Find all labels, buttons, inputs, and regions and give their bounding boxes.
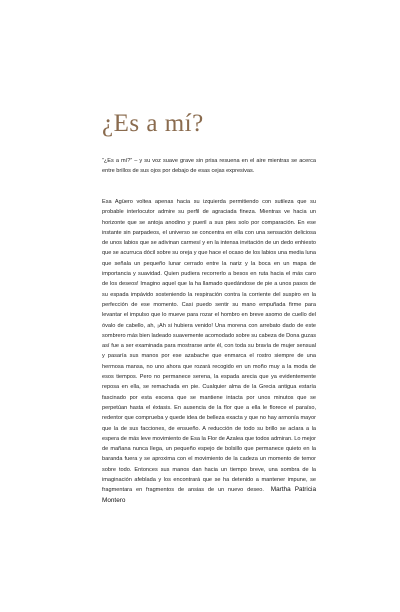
body-paragraph	[102, 197, 316, 506]
body-text: Esa Agüero voltea apenas hacia su izquierda permitiendo con sutileza que su probable interlocutor admire su perfil de agraciada fineza. Mientras ve hacia un horizonte que se antoja anodino y pueril a sus pies solo por comparación. En ese instante sin parpadeos, el universo se concentra en ella con una sensación deliciosa de unos labios que se adivinan carmesí y en la intensa invitación de un dedo enhiesto que se acurruca dócil sobre su oreja y que hace el ocaso de los labios una media luna que señala un pequeño lunar cerrado entre la nariz y la boca en un mapa de importancia y suavidad. Quien pudiera recorrerlo a besos en ruta hacia el más caro de los deseos! Imagino aquel que la ha llamado quedándose de pie a unos pasos de su espada impávido sosteniendo la respiración contra la corriente del suspiro en la perfección de ese momento. Casi puedo sentir su mano empuñada firme para levantar el impulso que lo mueve para rozar el hombro en breve asomo de cuello del óvalo de cabello, ah, ¡Ah si hubiera venido! Una morena con arrebato dado de este sombrero más bien ladeado suavemente acomodado sobre su cabeza de Dona guzas así fue a ser examinada para mostrarse ante él, con toda su bravía de mujer sensual y pasaría sus manos por ese azabache que enmarca el rostro siempre de una hermosa mansa, no uno ahora que rozará recogido en un moño muy a la moda de esos tiempos. Pero no permanece serena, la espada arecia que ya evidentemente reposa en ella, se remachada en pie. Cualquier alma de la Grecia antigua estaría fascinado por esta escena que se mantiene intacta por unos minutos que se perpetúan hasta el éxtasis. En ausencia de la flor que a ella le florece el paraíso, redentor que comprueba y quede idea de belleza exacta y que no hay armonía mayor que la de sus facciones, de ensueño. A reducción de todo su brillo se aclara a la espera de más leve movimiento de Esa la Flor de Azalea que todos admiran. Lo mejor de mañana nunca llega, un pequeño espejo de bolsillo que permanece quieto en la baranda fuera y se aproxima con el movimiento de la cadeza un momento de temor sobre todo. Entonces sus manos dan hacia un tiempo breve, una sombra de la imaginación afeblada y los encontrará que se ha detenido a mantener impune, se fragmentara en fragmentos de ansias de un nuevo deseo.	[102, 199, 316, 494]
story-title: ¿Es a mí?	[102, 110, 204, 137]
author-signature: Martha Patricia Montero	[102, 486, 317, 504]
lead-paragraph: “¿Es a mí?” – y su voz suave grave sin prisa resuena en el aire mientras se acerca entre brillos de sus ojos por debajo de esas cejas expresivas.	[102, 158, 316, 175]
